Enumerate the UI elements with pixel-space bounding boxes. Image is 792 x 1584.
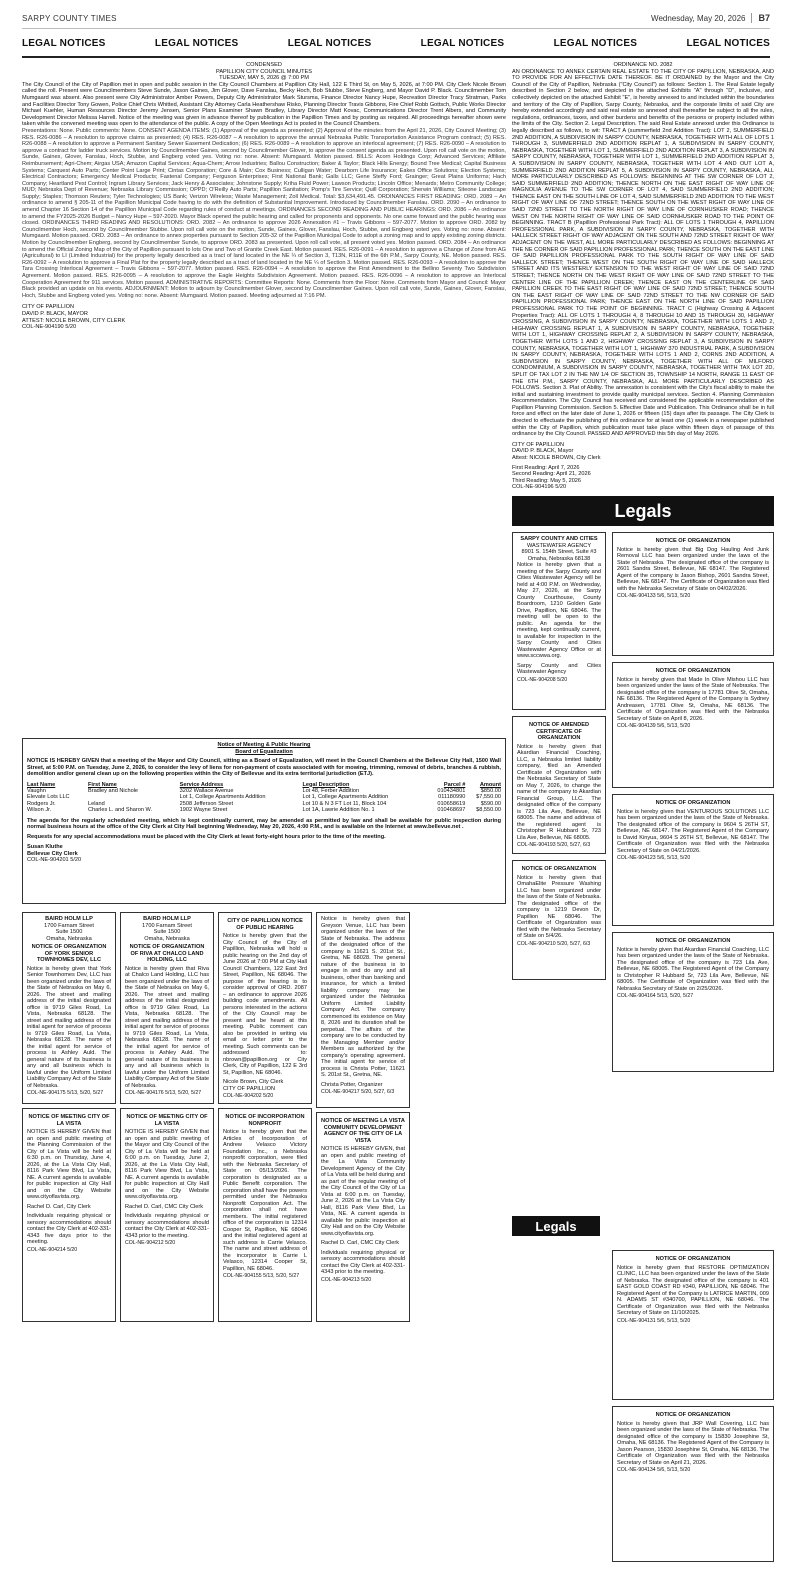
notice-title: NOTICE OF ORGANIZATION OF YORK SENIOR TOWNHOMES DEV, LLC (31, 944, 107, 963)
legals-banner-small (512, 1216, 600, 1236)
ordinance-signature-attest: Attest: NICOLE BROWN, City Clerk (512, 455, 601, 462)
notice-body: Notice is hereby given that RESTORE OPTIMIZATION CLINIC, LLC has been organized under the laws of the State of Nebraska. The designated office of the company is 401 EAST GOLD COAST RD #340, PAPILLION, NE 68046. The Registered Agent of the Company is LATRICE MARTIN, 009 N. ADAMS ST #340700, PAPILLION, NE 68046. The Certificate of Organization was filed with the Nebraska Secretary of State on 11/10/2025. (617, 1264, 769, 1316)
notice-header-line: Omaha, Nebraska 68138 (527, 555, 591, 562)
table-cell: $8,550.00 (476, 807, 501, 814)
bellevue-code: COL-NE-904201 5/20 (27, 857, 82, 864)
notice-title: NOTICE OF ORGANIZATION (655, 538, 731, 544)
notice-title: NOTICE OF ORGANIZATION (655, 1412, 731, 1418)
table-row (27, 807, 501, 813)
legal-notice-box (22, 1108, 116, 1322)
bellevue-office: Bellevue City Clerk (27, 850, 78, 857)
minutes-date: TUESDAY, MAY 5, 2026 @ 7:00 PM (219, 75, 309, 82)
notice-title: NOTICE OF ORGANIZATION OF RIVA AT CHALCO LAND HOLDING, LLC (129, 944, 205, 963)
bellevue-lead: NOTICE IS HEREBY GIVEN that a meeting of the Mayor and City Council, sitting as a Board of Equalization, will meet in the Council Chambers at the Bellevue City Hall, 1500 Wall Street, at 5:00 P.M. on Tuesday, June 2, 2026, to consider the levy of liens for non-payment of costs associated with for mowing, trimming, removal of debris, branches & rubbish, demolition and/or general clean up on the following properties within the City of Bellevue and its extra territorial jurisdiction (ETJ). (27, 758, 501, 777)
bellevue-property-table (27, 782, 501, 814)
notice-title: NOTICE OF ORGANIZATION (655, 668, 731, 674)
notice-signature: Rachel D. Carl, CMC City Clerk (125, 1203, 204, 1210)
legal-notices-label: LEGAL NOTICES (22, 38, 106, 49)
header-rule (22, 28, 770, 29)
notice-title: NOTICE OF ORGANIZATION (655, 800, 731, 806)
legal-notice-box (316, 912, 410, 1108)
table-cell: 010434801 (437, 787, 466, 794)
notice-code: COL-NE-904155 5/13, 5/20, 5/27 (223, 1273, 300, 1279)
notice-accommodation: Individuals requiring physical or sensory accommodations should contact the City Clerk at 402-331-4343 five days prior to the meeting. (27, 1213, 111, 1245)
notice-signature: Rachel D. Carl, CMC City Clerk (321, 1240, 400, 1246)
notice-accommodation: Individuals requiring physical or sensory accommodations should contact the City Clerk at 402-331-4343 prior to the meeting. (321, 1249, 405, 1275)
notice-body: Notice is hereby given that a meeting of the Sarpy County and Cities Wastewater Agency will be held at 4:00 P.M. on Wednesday, May 27, 2026, at the Sarpy County Courthouse, County Boardroom, 1210 Golden Gate Drive, Papillion, NE 68046. The meeting will be open to the public. An agenda for the meeting, kept continually current, is available for inspection in the Sarpy County and Cities Wastewater Agency Office or at www.sccwwa.org. (517, 562, 601, 659)
table-cell: Lot 1A, Lawrie Addition No. 1 (302, 807, 375, 814)
minutes-intro: The City Council of the City of Papillion met in open and public session in the City Council Chambers at Papillion City Hall, 122 E Third St, on May 5, 2026, at 7:00 PM. City Clerk Nicole Brown called the roll. Present were Councilmembers Steve Sunde, Jason Gaines, Jim Glover, Dave Fanslau, Becky Hoch, Bob Stubbe, Steve Engberg, and Mayor David P. Black. Councilmember Tom Mumgaard was absent. Also present were City Administrator Amber Powers, Deputy City Administrator Mark Stursma, Finance Director Nancy Hupe, Recreation Director Tracy Stratman, Parks and Facilities Director Tony Gowen, Police Chief Chris Whitted, Assistant City Attorney Carla Heathershaw Risko, Planning Director Travis Gibbons, Fire Chief Robb Gottsch, Public Works Director Michael Kuehler, Human Resources Director Jeremy Jensen, Senior Plans Examiner Shawn Bradley, Library Director Matt Kovac, Communications Director Trent Albers, and Community Development Director Melissa Harrell. Notice of the meeting was given in advance thereof by publication in the Papillion Times and by posting as required. All proceedings hereafter shown were taken while the convened meeting was open to the attendance of the public. A copy of the Open Meetings Act is posted in the Council Chambers. (22, 81, 506, 128)
notice-body: Notice is hereby given that the City Council of the City of Papillion, Nebraska will hold a public hearing on the 2nd day of June 2026 at 7:00 PM at City Hall Council Chambers, 122 East 3rd Street, Papillion, NE 68046. The purpose of the hearing is to consider approval of ORD. 2087 – an ordinance to approve 2026 building code amendments. All persons interested in the actions of the City Council may be present and be heard at this meeting. Public comment can also be provided in writing via email or letter prior to the meeting. Such comments can be addressed to: nbrown@papillion.org or City Clerk, City of Papillion, 122 E 3rd St, Papillion, NE 68046. (223, 933, 307, 1076)
notice-body: Notice is hereby given that VENTUROUS SOLUTIONS LLC has been organized under the laws of the State of Nebraska. The designated office of the company is 9604 S 26TH ST, Bellevue, NE 68147. The Registered Agent of the Company is David Kinyua, 9604 S 26TH ST, Bellevue, NE 68147. The Certificate of Organization was filed with the Nebraska Secretary of State on 04/21/2026. (617, 808, 769, 854)
legals-banner (512, 496, 774, 526)
notice-header-line: 1700 Farnam Street (142, 922, 192, 929)
legal-notice-box (218, 912, 312, 1104)
notice-title: NOTICE OF MEETING CITY OF LA VISTA (126, 1114, 208, 1127)
table-cell: 011180990 (438, 794, 466, 801)
legal-notice-box (612, 662, 774, 788)
bellevue-equalization-notice (22, 738, 506, 904)
notice-code: COL-NE-904139 5/6, 5/13, 5/20 (617, 723, 691, 729)
minutes-title: PAPILLION CITY COUNCIL MINUTES (216, 68, 312, 75)
notice-code: COL-NE-904210 5/20, 5/27, 6/3 (517, 940, 591, 947)
notice-header-line: Omaha, Nebraska (144, 935, 190, 942)
table-cell: Lot 1, College Apartments Addition (302, 794, 389, 801)
minutes-signature-city: CITY OF PAPILLION (22, 304, 75, 311)
ordinance-code: COL-NE-904196 5/20 (512, 484, 567, 490)
table-cell: Lot 10 & N 3 FT Lot 11, Block 104 (302, 800, 387, 807)
notice-signature: Nicole Brown, City Clerk (223, 1079, 284, 1085)
page-header (22, 10, 770, 26)
column-header: Parcel # (443, 781, 466, 788)
legal-notices-label: LEGAL NOTICES (154, 38, 239, 49)
ordinance-signature-mayor: DAVID P. BLACK, Mayor (512, 448, 574, 455)
notice-code: COL-NE-904202 5/20 (223, 1093, 274, 1099)
legal-notice-box (22, 912, 116, 1104)
ordinance-second-reading: Second Reading: April 21, 2026 (512, 471, 591, 478)
notice-code: COL-NE-904134 5/6, 5/13, 5/20 (617, 1467, 691, 1473)
legal-notices-label: LEGAL NOTICES (420, 38, 505, 49)
table-cell: Charles L. and Sharon W. (87, 807, 153, 814)
notice-header-line: BAIRD HOLM LLP (45, 916, 93, 922)
table-cell: 1902 Wayne Street (179, 807, 228, 814)
notice-code: COL-NE-904213 5/20 (321, 1276, 372, 1283)
notice-title: NOTICE OF AMENDED CERTIFICATE OF ORGANIZATION (528, 722, 590, 741)
legal-notice-box (316, 1112, 410, 1322)
column-header: Service Address (179, 781, 224, 788)
table-cell: $850.00 (480, 787, 501, 794)
notice-body: Notice is hereby given that the Articles of Incorporation of Andrew Velasco Victory Foundation Inc., a Nebraska nonprofit corporation, were filed with the Nebraska Secretary of State on 05/13/2026. The corporation is designated as a Public Benefit corporation. The corporation shall have the powers permitted under the Nebraska Nonprofit Corporation Act. The corporation shall not have members. The initial registered office of the corporation is 12314 Cooper St, Papillion, NE 68046 and the initial registered agent at such address is Carrie Velasco. The name and street address of the incorporator is Carrie L Velasco, 12314 Cooper St, Papillion, NE 68046. (223, 1129, 307, 1272)
table-cell: 010468697 (437, 807, 466, 814)
column-header: Legal Description (302, 781, 350, 788)
notice-signature: CITY OF PAPILLION (223, 1085, 276, 1092)
notice-header-line: BAIRD HOLM LLP (143, 916, 191, 922)
ordinance-2082 (512, 62, 774, 490)
legal-notices-bar (22, 38, 770, 54)
notice-header-line: Omaha, Nebraska (46, 935, 92, 942)
column-header: Amount (479, 781, 501, 788)
ordinance-third-reading: Third Reading: May 5, 2026 (512, 477, 582, 484)
table-cell: Leland (87, 800, 105, 807)
bellevue-agenda: The agenda for the regularly scheduled meeting, which is kept continually current, may be amended as permitted by law and shall be available for public inspection during normal business hours at the office of the City Clerk at City Hall beginning Wednesday, May 20, 2026, 4:00 P.M., and is available on the Internet at www.bellevue.net . (27, 817, 501, 831)
notice-code: COL-NE-904133 5/6, 5/13, 5/20 (617, 593, 691, 599)
notice-body: NOTICE IS HEREBY GIVEN that an open and public meeting of the Planning Commission of the City of La Vista will be held at 6:30 p.m. on Thursday, June 4, 2026, at the La Vista City Hall, 8116 Park View Blvd, La Vista, NE. A current agenda is available for public inspection at City Hall and on the City Website www.cityoflavista.org. (27, 1129, 111, 1200)
notice-header-line: 1700 Farnam Street (44, 922, 94, 929)
legals-banner-label: Legals (614, 500, 672, 521)
table-cell: Rodgers Jr. (27, 800, 56, 807)
notice-signature: Christa Potter, Organizer (321, 1081, 383, 1088)
notice-title: NOTICE OF MEETING LA VISTA COMMUNITY DEVELOPMENT AGENCY OF THE CITY OF LA VISTA (321, 1118, 405, 1144)
notice-signature: Rachel D. Carl, City Clerk (27, 1203, 91, 1210)
legal-notices-label: LEGAL NOTICES (287, 38, 372, 49)
notice-code: COL-NE-904208 5/20 (517, 676, 568, 683)
notice-body: Notice is hereby given that Akardian Financial Coaching, LLC has been organized under the laws of the State of Nebraska. The designated office of the company is 723 Lila Ave, Bellevue, NE 68005. The Registered Agent of the Company is Christopher R Hubbard Sr, 723 Lila Ave, Bellevue, NE 68005. The Certificate of Organization was filed with the Nebraska Secretary of State on 2/25/2026. (617, 946, 769, 992)
notice-body: Notice is hereby given that Riva at Chalco Land Holding, LLC has been organized under the laws of the State of Nebraska on May 6, 2026. The street and mailing address of the initial designated office is 9719 Giles Road, La Vista, Nebraska 68128. The street and mailing address of the initial agent for service of process is 9719 Giles Road, La Vista, Nebraska 68128. The name of the initial agent for service of process is Ashley Auld. The general nature of its business is any and all business which is lawful under the Uniform Limited Liability Company Act of the State of Nebraska. (125, 965, 209, 1089)
table-cell: Lot 1, College Apartments Addition (179, 794, 266, 801)
notice-body: Notice is hereby given that York Senior Townhomes Dev, LLC has been organized under the laws of the State of Nebraska on May 6, 2026. The street and mailing address of the initial designated office is 9719 Giles Road, La Vista, Nebraska 68128. The street and mailing address of the initial agent for service of process is 9719 Giles Road, La Vista, Nebraska 68128. The name of the initial agent for service of process is Ashley Auld. The general nature of its business is any and all business which is lawful under the Uniform Limited Liability Company Act of the State of Nebraska. (27, 965, 111, 1089)
legal-notice-box (612, 932, 774, 1072)
ordinance-first-reading: First Reading: April 7, 2026 (512, 464, 580, 471)
notice-body: NOTICE IS HEREBY GIVEN that an open and public meeting of the Mayor and City Council of the City of La Vista will be held at 6:00 p.m. on Tuesday, June 2, 2026, at the La Vista City Hall, 8116 Park View Blvd, La Vista, NE. A current agenda is available for public inspection at City Hall and on the City Website www.cityoflavista.org. (125, 1129, 209, 1200)
bar-rule (22, 56, 770, 58)
notice-header-line: Suite 1500 (55, 929, 83, 935)
notice-code: COL-NE-904131 5/6, 5/13, 5/20 (617, 1317, 691, 1324)
page-number: B7 (751, 13, 770, 23)
legal-notice-box (612, 794, 774, 926)
legal-notice-box (512, 716, 606, 854)
notice-code: COL-NE-904214 5/20 (27, 1246, 78, 1253)
issue-date: Wednesday, May 20, 2026 (651, 13, 746, 23)
notice-body: NOTICE IS HEREBY GIVEN, that an open and public meeting of the La Vista Community Development Agency of the City of La Vista will be held during and as part of the regular meeting of the City Council of the City of La Vista at 6:00 p.m. on Tuesday, June 2, 2026 at the La Vista City Hall, 8116 Park View Blvd, La Vista, NE. A current agenda is available for public inspection at City Hall and on the City Website www.cityoflavista.org. (321, 1146, 405, 1237)
column-header: First Name (87, 781, 117, 788)
ordinance-title: ORDINANCE NO. 2082 (613, 62, 673, 68)
table-cell: Wilson Jr. (27, 807, 52, 814)
minutes-signature-mayor: DAVID P. BLACK, MAYOR (22, 310, 88, 317)
notice-code: COL-NE-904193 5/20, 5/27, 6/3 (517, 842, 591, 848)
legal-notice-box (120, 1108, 214, 1322)
legal-notice-box (218, 1108, 312, 1322)
legals-banner-small-label: Legals (535, 1218, 577, 1234)
notice-code: COL-NE-904217 5/20, 5/27, 6/3 (321, 1089, 395, 1095)
notice-body: Notice is hereby given that Made In Olive Mishou LLC has been organized under the laws of the State of Nebraska. The designated office of the company is 17781 Olive St, Omaha, NE 68136. The Registered Agent of the Company is Sydney Andreasen, 17781 Olive St, Omaha, NE 68136. The Certificate of Organization was filed with the Nebraska Secretary of State on April 8, 2026. (617, 676, 769, 722)
legal-notices-label: LEGAL NOTICES (553, 38, 638, 49)
legal-notice-box (612, 532, 774, 656)
table-cell: 010658619 (437, 800, 466, 807)
legal-notice-box (512, 860, 606, 980)
notice-title: CITY OF PAPILLION NOTICE OF PUBLIC HEARING (227, 918, 303, 931)
legal-notice-box (612, 1250, 774, 1400)
notice-body: Notice is hereby given that OmahaElite Pressure Washing LLC has been organized under the laws of the State of Nebraska. The designated office of the company is 1219 Devon Dr, Papillion NE 68046. The Certificate of Organization was filed with the Nebraska Secretary of State on 5/4/26. (517, 874, 601, 939)
column-header: Last Name (27, 781, 56, 788)
notice-signature: Sarpy County and Cities Wastewater Agency (517, 662, 601, 675)
notice-header-line: 8901 S. 154th Street, Suite #3 (521, 549, 597, 555)
legal-notice-box (512, 532, 606, 710)
notice-accommodation: Individuals requiring physical or sensory accommodations should contact the City Clerk at 402-331-4343 prior to the meeting. (125, 1213, 209, 1239)
table-cell: 2508 Jefferson Street (179, 800, 234, 807)
notice-body: Notice is hereby given that Greyson Venue, LLC has been organized under the laws of the State of Nebraska. The address of the designated office of the company is 11621 S. 201st St., Gretna, NE 68028. The general nature of the business is to engage in and do any and all business, other than banking and insurance, for which a limited liability company may be organized under the Nebraska Uniform Limited Liability Company Act. The company commenced its existence on May 8, 2026 and its duration shall be perpetual. The affairs of the company are to be conducted by the Managing Member and/or Members as authorized by the company's operating agreement. The initial agent for service of process is Christa Potter, 11621 S. 201st St., Gretna, NE. (321, 916, 405, 1078)
ordinance-signature-city: CITY OF PAPILLION (512, 441, 565, 448)
notice-body: Notice is hereby given that Big Dog Hauling And Junk Removal LLC has been organized under the laws of the State of Nebraska. The designated office of the company is 2601 Sandra Street, Bellevue, NE 68147. The Registered Agent of the company is Jason Bishop, 2601 Sandra Street, Bellevue, NE 68147. The Certificate of Organization was filed with the Nebraska Secretary of State on 04/02/2026. (617, 546, 769, 592)
notice-header-line: WASTEWATER AGENCY (526, 542, 592, 549)
notice-header-line: SARPY COUNTY AND CITIES (520, 536, 598, 542)
legal-notice-box (120, 912, 214, 1104)
table-cell: $590.00 (480, 800, 501, 807)
notice-code: COL-NE-904176 5/13, 5/20, 5/27 (125, 1090, 202, 1096)
table-cell: 3202 Wallace Avenue (179, 787, 234, 794)
bellevue-subtitle: Board of Equalization (235, 748, 293, 755)
legal-notices-label: LEGAL NOTICES (686, 38, 770, 49)
bellevue-title: Notice of Meeting & Public Hearing (217, 742, 311, 748)
notice-code: COL-NE-904212 5/20 (125, 1240, 176, 1246)
notice-title: NOTICE OF ORGANIZATION (655, 1256, 731, 1262)
minutes-title-condensed: CONDENSED (246, 62, 282, 68)
notice-header-line: Suite 1500 (153, 929, 181, 935)
notice-code: COL-NE-904175 5/13, 5/20, 5/27 (27, 1090, 104, 1096)
notice-title: NOTICE OF INCORPORATION NONPROFIT (225, 1114, 305, 1127)
table-cell: Bradley and Nichole (87, 787, 139, 794)
minutes-code: COL-NE-904190 5/20 (22, 324, 77, 331)
minutes-body: Presentations: None. Public comments: None. CONSENT AGENDA ITEMS: (1) Approval of the agenda as presented; (2) Approval of the minutes from the April 21, 2026, City Council Meeting; (3) RES. R26-0086 – A resolution to approve claims as presented; (4) RES. R26-0087 – A resolution to approve the annual Nebraska Public Transportation Assistance Program contract; (5) RES. R26-0088 – A resolution to approve a Permanent Sanitary Sewer Easement Dedication; (6) RES. R26-0089 – A resolution to approve an interlocal agreement; (7) RES. R26-0090 – A resolution to approve a contract for ladder truck services. Motion by Councilmember Gaines, second by Councilmember Glover, to approve the consent agenda as presented. Upon roll call vote on the motion, Sunde, Gaines, Glover, Fanslau, Hoch, Stubbe, and Engberg voted yes. Voting no: none. Absent: Mumgaard. Motion passed. BILLS: Acorn Holdings Corp; Advanced Services; Affiliate Reimbursement; Agri-Chem; Airgas USA; Amazon Capital Services; Aqua-Chem; Arrow Industries; Ballou Construction; Baker & Taylor; Black Hills Energy; Bound Tree Medical; Capital Business Systems; Carquest Auto Parts; Center Point Large Print; Cintas Corporation; Core & Main; Cox Business; Culligan Water; Dearborn Life Insurance; Eakes Office Solutions; Election Systems; Electrical Contractors; Emergency Medical Products; Fastenal Company; Ferguson Enterprises; First National Bank; Galls LLC; Gene Steffy Ford; Grainger; Great Plains Uniforms; Hach Company; Heartland Pest Control; Ingram Library Services; Jack Henry & Associates; Johnstone Supply; Kriha Fluid Power; Lawson Products; Lincoln Office; Menards; Metro Community College; MUD; Nebraska Dept of Revenue; Nebraska Library Commission; OPPD; O'Reilly Auto Parts; Papillion Sanitation; Pomp's Tire Service; Quill Corporation; Sherwin Williams; Siteone Landscape Supply; Staples; Thomson Reuters; Tyler Technologies; US Bank; Verizon Wireless; Waste Management; Zoll Medical. Total: $3,634,491.45. ORDINANCES FIRST READING: ORD. 2089 – An ordinance to amend § 205-11 of the Papillion Municipal Code having to do with the definition of Substantial Improvement. Introduced by Councilmember Fanslau. ORD. 2090 – An ordinance to amend Chapter 16 Section 14 of the Papillion Municipal Code regarding rules of conduct at meetings. ORDINANCES SECOND READING AND PUBLIC HEARINGS: ORD. 2086 – An ordinance to amend the FY2025-2026 Budget – Nancy Hupe – 597-2020. Mayor Black opened the public hearing and called for proponents and opponents. No one came forward and the public hearing was closed. ORDINANCES THIRD READING AND RESOLUTIONS: ORD. 2082 – An ordinance to approve 2026 Annexation #1 – Travis Gibbons – 597-2077. Motion to approve ORD. 2082 by Councilmember Hoch, second by Councilmember Stubbe. Upon roll call vote on the motion, Sunde, Gaines, Glover, Fanslau, Hoch, Stubbe, and Engberg voted yes. Voting no: none. Absent: Mumgaard. Motion passed. ORD. 2083 – An ordinance to annex properties pursuant to Section 205-32 of the Papillion Municipal Code to adopt a zoning map and to apply existing zoning districts. Motion by Councilmember Engberg, second by Councilmember Sunde, to approve ORD. 2083 as presented. Upon roll call vote, all present voted yes. Motion passed. ORD. 2084 – An ordinance to amend the Official Zoning Map of the City of Papillion pursuant to lots One and Two of Granite Creek East. Motion passed. RES. R26-0091 – A resolution to approve a Change of Zone from AG (Agricultural) to LI (Limited Industrial) for the property legally described as a tract of land located in the NE ¼ of Section 3, T13N, R11E of the 6th P.M., Sarpy County, NE. Motion passed. RES. R26-0092 – A resolution to approve a Final Plat for the property legally described as a tract of land located in the NE ¼ of Section 3. Motion passed. RES. R26-0093 – A resolution to approve the Tara Crossing Interlocal Agreement – Travis Gibbons – 597-2077. Motion passed. RES. R26-0094 – A resolution to approve the First Amendment to the Bellino Seventy Two Subdivision Agreement. Motion passed. RES. R26-0095 – A resolution to approve the Eagle Heights Subdivision Agreement. Motion passed. RES. R26-0096 – A resolution to approve an Interlocal Cooperation Agreement for 911 services. Motion passed. ADMINISTRATIVE REPORTS: Committee Reports: None. Comments from the Floor: None. Comments from Mayor and Council: Mayor Black provided an update on his events. ADJOURNMENT: Motion to adjourn by Councilmember Glover, second by Councilmember Gaines. Upon roll call vote, Sunde, Gaines, Glover, Fanslau, Hoch, Stubbe and Engberg voted yes. Voting no: none. Absent: Mumgaard. Motion passed. Meeting adjourned at 7:16 PM. (22, 127, 506, 299)
council-minutes (22, 62, 506, 732)
notice-title: NOTICE OF ORGANIZATION (655, 938, 731, 944)
bellevue-requests: Requests for any special accommodations must be placed with the City Clerk at least forty-eight hours prior to the time of the meeting. (27, 833, 386, 840)
notice-body: Notice is hereby given that Akardian Financial Coaching, LLC, a Nebraska limited liability company, filed an Amended Certificate of Organization with the Nebraska Secretary of State on May 7, 2026, to change the name of the company to Akardian Financial Group, LLC. The designated office of the company is 723 Lila Ave, Bellevue, NE 68005. The name and address of the registered agent is Christopher R Hubbard Sr, 723 Lila Ave, Bellevue, NE 68005. (517, 743, 601, 841)
notice-title: NOTICE OF MEETING CITY OF LA VISTA (28, 1114, 110, 1127)
notice-body: Notice is hereby given that JRP Wall Covering, LLC has been organized under the laws of the State of Nebraska. The designated office of the company is 15830 Josephine St, Omaha, NE 68136. The Registered Agent of the Company is Jason Pearson, 15830 Josephine St, Omaha, NE 68136. The Certificate of Organization was filed with the Nebraska Secretary of State on April 21, 2026. (617, 1420, 769, 1466)
table-cell: Vaughn (27, 787, 46, 794)
notice-title: NOTICE OF ORGANIZATION (521, 866, 597, 872)
ordinance-body: AN ORDINANCE TO ANNEX CERTAIN REAL ESTATE TO THE CITY OF PAPILLION, NEBRASKA, AND TO PROVIDE FOR AN EFFECTIVE DATE THEREOF. BE IT ORDAINED by the Mayor and the City Council of the City of Papillion, Nebraska ("City Council") as follows: Section 1. The Real Estate legally described in Section 2 below, and depicted in the attached Exhibits "A" through "D", inclusive, and collectively depicted on the attached Exhibit "E", is hereby annexed to and included within the boundaries and territory of the City of Papillion, Sarpy County, Nebraska, and the corporate limits of said City are hereby extended accordingly and said real estate so annexed shall thereafter be subject to all the rules, regulations, ordinances, taxes, and other burdens and benefits of the persons or property included within the limits of the City. Section 2. Legal Description. The said Real Estate annexed under this Ordinance is legally described as follows, to wit: TRACT A (summerfield 2nd Addition Tract): LOT 2, SUMMERFIELD 2ND ADDITION, A SUBDIVISION IN SARPY COUNTY, NEBRASKA, TOGETHER WITH ALL OF LOTS 1 THROUGH 3, SUMMERFIELD 2ND ADDITION REPLAT 1, A SUBDIVISION IN SARPY COUNTY, NEBRASKA, TOGETHER WITH LOT 1, SUMMERFIELD 2ND ADDITION REPLAT 3, A SUBDIVISION IN SARPY COUNTY, NEBRASKA, TOGETHER WITH LOT 1, SUMMERFIELD 2ND ADDITION REPLAT 3, A SUBDIVISION IN SARPY COUNTY, NEBRASKA, TOGETHER WITH LOT 4 AND OUT LOT A, SUMMERFIELD 2ND ADDITION REPLAT 5, A SUBDIVISION IN SARPY COUNTY, NEBRASKA, ALL MORE PARTICULARLY DESCRIBED AS FOLLOWS: BEGINNING AT THE SW CORNER OF LOT 2, SAID SUMMERFIELD 2ND ADDITION; THENCE NORTH ON THE EAST RIGHT OF WAY LINE OF MAGNOLIA AVENUE TO THE SW CORNER OF LOT 4, SAID SUMMERFIELD 2ND ADDITION; THENCE EAST ON THE SOUTH LINE OF LOT 4, SAID SUMMERFIELD 2ND ADDITION TO THE WEST RIGHT OF WAY LINE OF 72ND STREET; THENCE SOUTH ON THE WEST RIGHT OF WAY LINE OF SAID 72ND STREET TO THE NORTH RIGHT OF WAY LINE OF CORNHUSKER ROAD; THENCE WEST ON THE NORTH RIGHT OF WAY LINE OF SAID CORNHUSKER ROAD TO THE POINT OF BEGINNING. TRACT B (Papillion Professional Park Tract): ALL OF LOTS 1 THROUGH 4, PAPILLION PROFESSIONAL PARK, A SUBDIVISION IN SARPY COUNTY, NEBRASKA, TOGETHER WITH HALLECK STREET RIGHT OF WAY ADJACENT ON THE SOUTH AND 72ND STREET RIGHT OF WAY ADJACENT ON THE WEST, ALL MORE PARTICULARLY DESCRIBED AS FOLLOWS: BEGINNING AT THE NE CORNER OF SAID PAPILLION PROFESSIONAL PARK; THENCE SOUTH ON THE EAST LINE OF SAID PAPILLION PROFESSIONAL PARK TO THE SOUTH RIGHT OF WAY LINE OF SAID HALLECK STREET; THENCE WEST ON THE SOUTH RIGHT OF WAY LINE OF SAID HALLECK STREET AND ITS WESTERLY EXTENSION TO THE WEST RIGHT OF WAY LINE OF SAID 72ND STREET; THENCE NORTH ON THE WEST RIGHT OF WAY LINE OF SAID 72ND STREET TO THE CENTER LINE OF THE PAPILLION CREEK; THENCE EAST ON THE CENTERLINE OF SAID PAPILLION CREEK TO THE EAST RIGHT OF WAY LINE OF SAID 72ND STREET; THENCE SOUTH ON THE EAST RIGHT OF WAY LINE OF SAID 72ND STREET TO THE NW CORNER OF SAID PAPILLION PROFESSIONAL PARK; THENCE EAST ON THE NORTH LINE OF SAID PAPILLION PROFESSIONAL PARK TO THE POINT OF BEGINNING. TRACT C (Highway Crossing & Adjacent Properties Tract): ALL OF LOTS 1 THROUGH 4, 8 THROUGH 10 AND 15 THROUGH 30, HIGHWAY CROSSING, A SUBDIVISION IN SARPY COUNTY, NEBRASKA, TOGETHER WITH LOTS 1 AND 2, HIGHWAY CROSSING REPLAT 1, A SUBDIVISION IN SARPY COUNTY, NEBRASKA, TOGETHER WITH LOT 1, HIGHWAY CROSSING REPLAT 2, A SUBDIVISION IN SARPY COUNTY, NEBRASKA, TOGETHER WITH LOTS 1 AND 2, HIGHWAY CROSSING REPLAT 3, A SUBDIVISION IN SARPY COUNTY, NEBRASKA, TOGETHER WITH LOT 1, HIGHWAY 370 INDUSTRIAL PARK, A SUBDIVISION IN SARPY COUNTY, NEBRASKA, TOGETHER WITH LOTS 1 AND 2, CORNS 2ND ADDITION, A SUBDIVISION IN SARPY COUNTY, NEBRASKA, TOGETHER WITH ALL OF MILFORD CONDOMINIUM, A SUBDIVISION IN SARPY COUNTY, NEBRASKA, TOGETHER WITH TAX LOT 2D, SPLIT OF TAX LOT 2 IN THE NW 1/4 OF SECTION 35, TOWNSHIP 14 NORTH, RANGE 11 EAST OF THE 6TH P.M., SARPY COUNTY, NEBRASKA, ALL MORE PARTICULARLY DESCRIBED AS FOLLOWS. Section 3. Plat of Ability. The annexation is consistent with the City's fiscal ability to make the initial and sustaining investment to provide quality municipal services. Section 4. Planning Commission Recommendation. The City Council has received and considered the applicable recommendation of the Papillion Planning Commission. Section 5. Effective Date and Publication. This Ordinance shall be in full force and effect on the later date of June 1, 2026 or fifteen (15) days after its passage. The City Clerk is directed to effectuate the publishing of this ordinance for at least one (1) week in a newspaper published within the City of Papillion, which publication must take place within fifteen days of passage of this ordinance by the City Council. PASSED AND APPROVED this 5th day of May 2026. (512, 68, 774, 438)
minutes-signature-attest: ATTEST: NICOLE BROWN, CITY CLERK (22, 317, 126, 324)
notice-code: COL-NE-904164 5/13, 5/20, 5/27 (617, 993, 694, 999)
legal-notice-box (612, 1406, 774, 1562)
publication-name: SARPY COUNTY TIMES (22, 13, 117, 23)
table-cell: Lot 48, Ferber Addition (302, 787, 360, 794)
notice-code: COL-NE-904123 5/6, 5/13, 5/20 (617, 855, 691, 861)
table-cell: Elevate Lots LLC (27, 794, 70, 801)
table-cell: $7,550.00 (476, 794, 501, 801)
bellevue-signer: Susan Kluthe (27, 844, 63, 851)
